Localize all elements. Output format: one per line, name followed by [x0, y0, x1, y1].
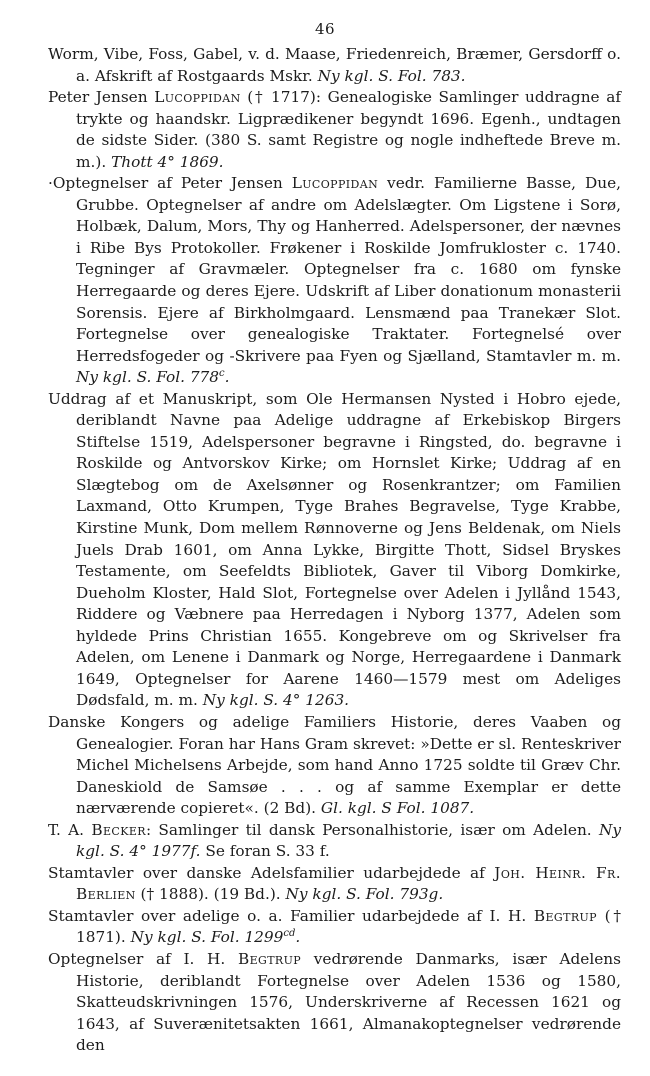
- entry-text: vedr. Familierne Basse, Due, Grubbe. Optegnelser af andre om Adelslægter. Om Ligstene i Sorø, Holbæk, Dalum, Mors, Thy og Hanherred. Adelspersoner, der nævnes i Ribe Bys Protokoller. Frøkener i Roskilde Jomfrukloster c. 1740. Tegninger af Gravmæler. Optegnelser fra c. 1680 om fynske Herregaarde og deres Ejere. Udskrift af Liber donationum monasterii Sorensis. Ejere af Birkholmgaard. Lensmænd paa Tranekær Slot. Fortegnelse over genealogiske Traktater. Fortegnelsé over Herredsfogeder og -Skrivere paa Fyen og Sjælland, Stamtavler m. m.: [76, 174, 621, 365]
- catalogue-entries: [48, 44, 621, 1057]
- shelfmark-superscript: cd: [283, 928, 296, 940]
- catalogue-entry: [48, 87, 621, 173]
- entry-text: Stamtavler over adelige o. a. Familier udarbejdede af I. H.: [48, 906, 534, 925]
- shelfmark: Gl. kgl. S Fol. 1087.: [320, 799, 475, 818]
- entry-text: T. A.: [48, 820, 92, 839]
- author-name: Begtrup: [533, 906, 597, 925]
- shelfmark: Ny kgl. S. 4° 1977f.: [76, 820, 621, 861]
- entry-text: Danske Kongers og adelige Familiers Historie, deres Vaaben og Genealogier. Foran har Hans Gram skrevet: »Dette er sl. Renteskriver Michel Michelsens Arbejde, som hand Anno 1725 soldte til Græv Chr. Daneskiold de Samsøe . . . og af samme Exemplar er dette nærværende copieret«. (2 Bd).: [48, 712, 621, 818]
- shelfmark: Thott 4° 1869.: [111, 152, 224, 171]
- catalogue-entry: [48, 863, 621, 906]
- entry-text: Uddrag af et Manuskript, som Ole Hermansen Nysted i Hobro ejede, deriblandt Navne paa Adelige uddragne af Erkebiskop Birgers Stiftelse 1519, Adelspersoner begravne i Ringsted, do. begravne i Roskilde og Antvorskov Kirke; om Hornslet Kirke; Uddrag af en Slægtebog om de Axelsønner og Rosenkrantzer; om Familien Laxmand, Otto Krumpen, Tyge Brahes Begravelse, Tyge Krabbe, Kirstine Munk, Dom mellem Rønnoverne og Jens Beldenak, om Niels Juels Drab 1601, om Anna Lykke, Birgitte Thott, Sidsel Bryskes Testamente, om Seefeldts Bibliotek, Gaver til Viborg Domkirke, Dueholm Kloster, Hald Slot, Fortegnelse over Adelen i Jyllånd 1543, Riddere og Væbnere paa Herredagen i Nyborg 1377, Adelen som hyldede Prins Christian 1655. Kongebreve om og Skrivelser fra Adelen, om Lenene i Danmark og Norge, Herregaardene i Danmark 1649, Optegnelser for Aarene 1460—1579 mest om Adeliges Dødsfald, m. m.: [48, 389, 621, 710]
- catalogue-entry: [48, 173, 621, 388]
- catalogue-entry: [48, 906, 621, 949]
- entry-text: († 1871).: [76, 906, 622, 947]
- entry-text: Optegnelser af I. H.: [48, 949, 238, 968]
- shelfmark: Ny kgl. S. Fol. 1299: [130, 928, 284, 947]
- shelfmark: Ny kgl. S. Fol. 778: [76, 368, 220, 387]
- author-name: Becker: [91, 820, 146, 839]
- entry-text: : Samlinger til dansk Personalhistorie, især om Adelen.: [145, 820, 599, 839]
- entry-text: vedrørende Danmarks, især Adelens Historie, deriblandt Fortegnelse over Adelen 1536 og 1580, Skatteudskrivningen 1576, Underskriverne af Recessen 1621 og 1643, af Suverænitetsakten 1661, Almanakoptegnelser vedrørende den: [76, 949, 621, 1055]
- shelfmark-end: .: [224, 368, 230, 387]
- shelfmark: Ny kgl. S. Fol. 793g.: [285, 885, 444, 904]
- author-name: Lucoppidan: [154, 88, 241, 107]
- entry-text: Peter Jensen: [48, 88, 155, 107]
- catalogue-entry: [48, 820, 621, 863]
- catalogue-entry: [48, 712, 621, 820]
- shelfmark-superscript: c: [219, 368, 225, 380]
- author-name: Begtrup: [237, 949, 302, 968]
- entry-text: († 1717): Genealogiske Samlinger uddragne af trykte og haandskr. Ligprædikener begyndt 1696. Egenh., undtagen de sidste Sider. (380 S. samt Registre og nogle indheftede Breve m. m.).: [76, 88, 622, 171]
- entry-text: ·Optegnelser af Peter Jensen: [48, 174, 292, 193]
- shelfmark: Ny kgl. S. Fol. 783.: [317, 66, 466, 85]
- entry-text: Stamtavler over danske Adelsfamilier udarbejdede af: [48, 863, 495, 882]
- catalogue-entry: [48, 389, 621, 712]
- shelfmark: Ny kgl. S. 4° 1263.: [202, 691, 350, 710]
- entry-text: Se foran S. 33 f.: [200, 842, 330, 861]
- shelfmark-end: .: [295, 928, 301, 947]
- entry-text: Worm, Vibe, Foss, Gabel, v. d. Maase, Friedenreich, Bræmer, Gersdorff o. a. Afskrift af Rostgaards Mskr.: [48, 45, 621, 85]
- author-name: Joh. Heinr. Fr. Berlien: [76, 863, 621, 904]
- page-number: 46: [314, 20, 336, 38]
- catalogue-entry: [48, 44, 621, 87]
- catalogue-entry: [48, 949, 621, 1057]
- entry-text: († 1888). (19 Bd.).: [135, 885, 286, 904]
- author-name: Lucoppidan: [291, 174, 379, 193]
